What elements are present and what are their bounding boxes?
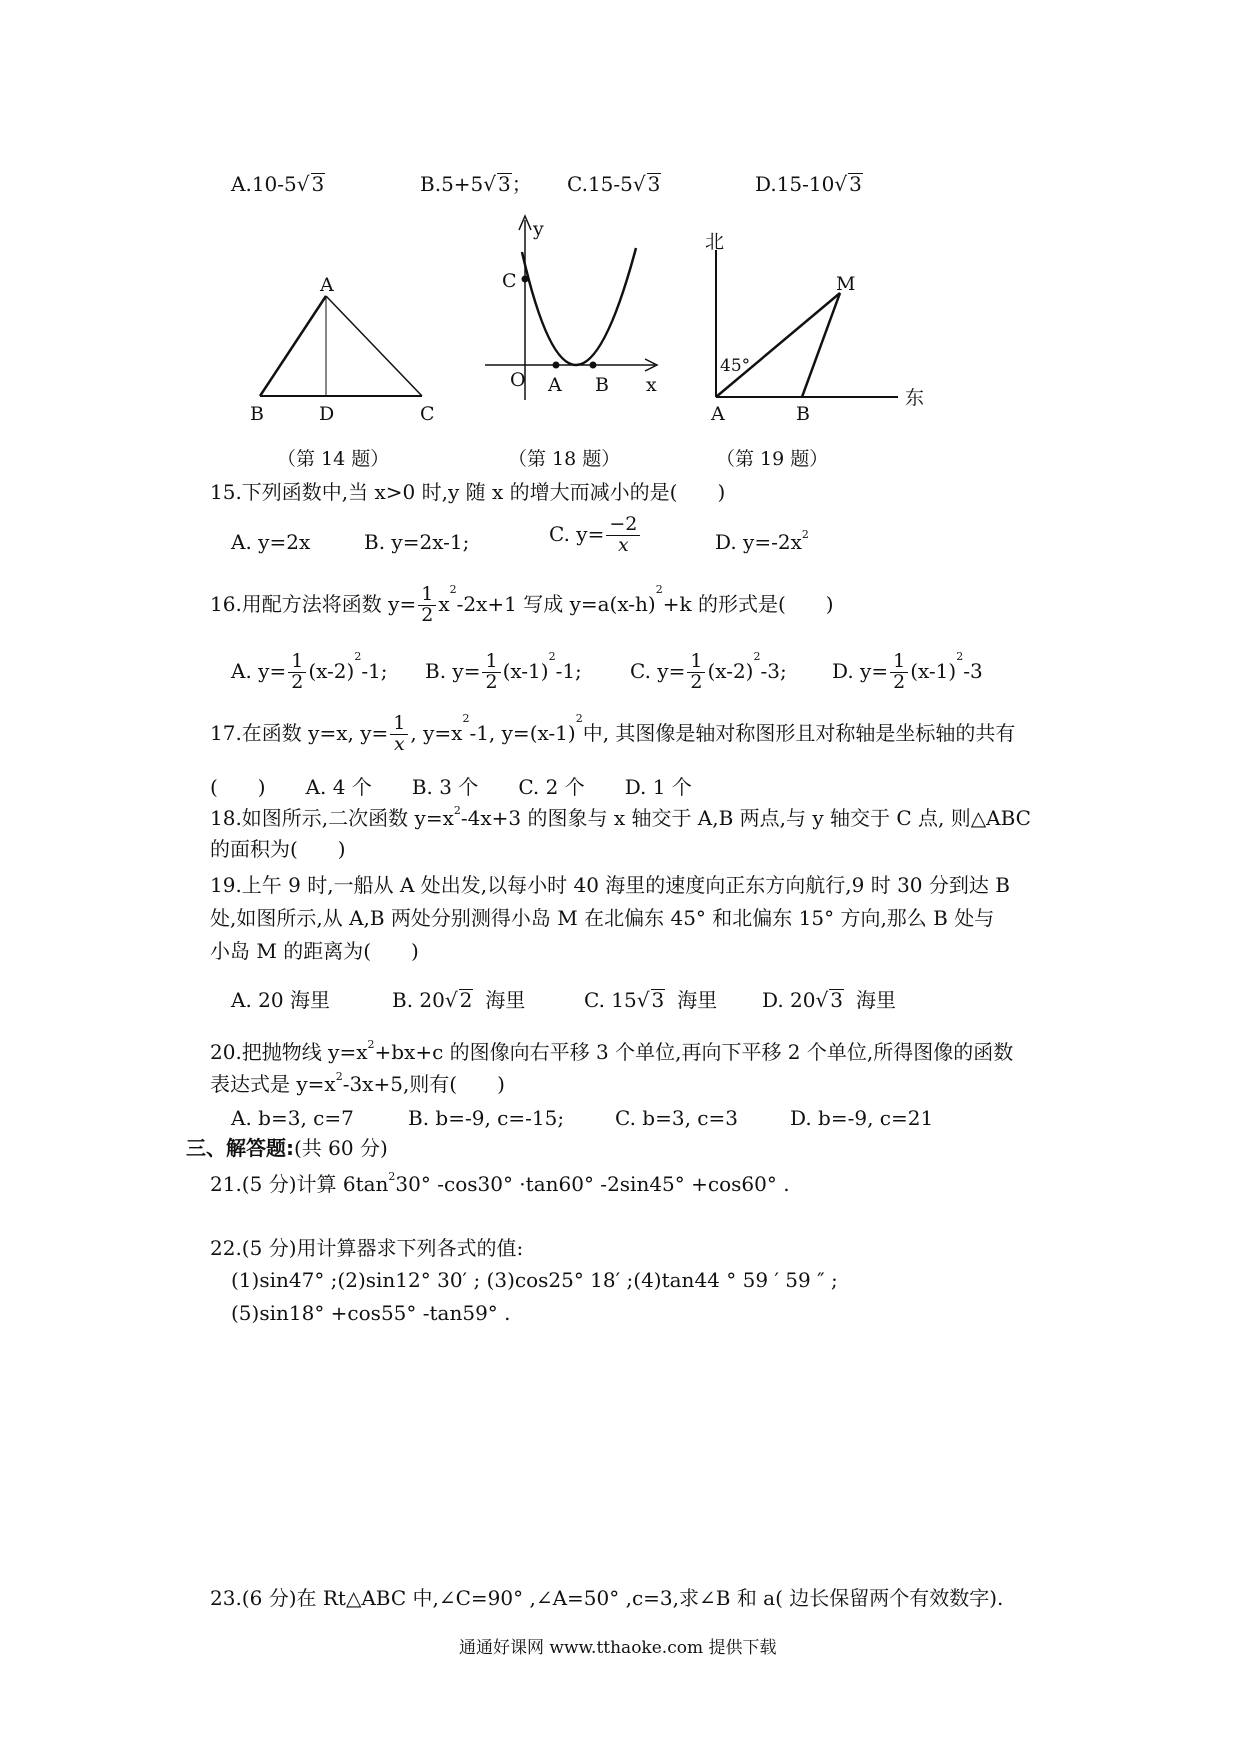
fig14-caption: （第 14 题） bbox=[277, 448, 390, 470]
fraction: $\frac{1}{2}$ bbox=[890, 652, 908, 693]
fig19-caption: （第 19 题） bbox=[716, 448, 829, 470]
fig14-label-a: A bbox=[320, 274, 334, 296]
q16-option-d: D. y= $\frac{1}{2}$ $(x-1)^2-3$ bbox=[832, 650, 983, 693]
q14-option-a: A.10-5√ 3 bbox=[231, 172, 325, 196]
q17-stem: 17.在函数 y=x, y= $\frac{1}{x}$ , $y=x^2-1$, $y=(x-1)^2$中, 其图像是轴对称图形且对称轴是坐标轴的共有 bbox=[210, 712, 1016, 755]
sqrt-symbol: √ bbox=[636, 988, 650, 1012]
q16-option-b: B. y= $\frac{1}{2}$ $(x-1)^2-1$; bbox=[425, 650, 582, 693]
sqrt-symbol: √ bbox=[815, 988, 829, 1012]
fraction: $\frac{1}{2}$ bbox=[418, 585, 436, 626]
fig18-label-x: x bbox=[646, 374, 657, 396]
q20-option-b: B. b=-9, c=-15; bbox=[408, 1106, 565, 1130]
fig14-label-d: D bbox=[319, 403, 335, 425]
q15-option-c: C. y= $\frac{-2}{x}$ bbox=[549, 515, 642, 556]
fig14-label-c: C bbox=[420, 403, 435, 425]
q18-line1: 18.如图所示,二次函数 $y=x^2-4x+3$ 的图象与 x 轴交于 A,B 两点,与 y 轴交于 C 点, 则△ABC bbox=[210, 804, 1031, 830]
q19-option-d: D. 20√ 3 海里 bbox=[762, 988, 896, 1012]
figure-19-bearing bbox=[705, 231, 924, 425]
q20-option-a: A. b=3, c=7 bbox=[231, 1106, 354, 1130]
fig19-label-angle: 45° bbox=[720, 356, 751, 376]
q14-option-b: B.5+5√ 3； bbox=[420, 172, 532, 196]
q19-option-a: A. 20 海里 bbox=[231, 988, 330, 1012]
q23-text: 23.(6 分)在 Rt△ABC 中,∠C=90° ,∠A=50° ,c=3,求∠B 和 a( 边长保留两个有效数字). bbox=[210, 1586, 1004, 1610]
q15-option-a: A. y=2x bbox=[231, 530, 311, 554]
fraction: $\frac{1}{x}$ bbox=[390, 714, 408, 755]
q16-option-a: A. y= $\frac{1}{2}$ $(x-2)^2-1$; bbox=[231, 650, 388, 693]
q21-text: 21.(5 分)计算 $6\tan^230^\circ$ -cos30° ·tan60° -2sin45° +cos60° . bbox=[210, 1170, 790, 1196]
fraction: $\frac{1}{2}$ bbox=[482, 652, 500, 693]
figures-svg bbox=[0, 0, 1240, 460]
q22-stem: 22.(5 分)用计算器求下列各式的值: bbox=[210, 1236, 524, 1260]
figure-18-parabola bbox=[485, 216, 657, 400]
fraction: $\frac{1}{2}$ bbox=[687, 652, 705, 693]
fig18-label-o: O bbox=[510, 369, 526, 391]
fraction: $\frac{1}{2}$ bbox=[288, 652, 306, 693]
fig18-label-y: y bbox=[533, 218, 544, 240]
fig19-label-a: A bbox=[711, 403, 725, 425]
q14-option-d: D.15-10√ 3 bbox=[755, 172, 862, 196]
q15-stem: 15.下列函数中,当 x>0 时,y 随 x 的增大而减小的是( ) bbox=[210, 480, 726, 504]
sqrt-symbol: √ bbox=[444, 988, 458, 1012]
fig18-label-b: B bbox=[595, 374, 609, 396]
fraction: $\frac{-2}{x}$ bbox=[606, 515, 640, 556]
q19-line2: 处,如图所示,从 A,B 两处分别测得小岛 M 在北偏东 45° 和北偏东 15° 方向,那么 B 处与 bbox=[210, 906, 995, 930]
fig19-label-north: 北 bbox=[705, 231, 725, 253]
fig18-label-a: A bbox=[548, 374, 562, 396]
q20-line1: 20.把抛物线 $y=x^2+bx+c$ 的图像向右平移 3 个单位,再向下平移 2 个单位,所得图像的函数 bbox=[210, 1038, 1014, 1064]
q19-line3: 小岛 M 的距离为( ) bbox=[210, 939, 419, 963]
q19-option-b: B. 20√ 2 海里 bbox=[392, 988, 526, 1012]
fig18-label-c: C bbox=[502, 270, 517, 292]
figure-14-triangle bbox=[250, 274, 435, 425]
fig14-label-b: B bbox=[250, 403, 264, 425]
section-3-heading: 三、解答题:(共 60 分) bbox=[186, 1136, 388, 1160]
sqrt-symbol: √ bbox=[834, 172, 848, 196]
q18-line2: 的面积为( ) bbox=[210, 837, 346, 861]
q14-option-c: C.15-5√ 3 bbox=[567, 172, 661, 196]
q15-option-b: B. y=2x-1; bbox=[364, 530, 470, 554]
sqrt-symbol: √ bbox=[632, 172, 646, 196]
fig19-label-east: 东 bbox=[905, 387, 925, 409]
q19-line1: 19.上午 9 时,一船从 A 处出发,以每小时 40 海里的速度向正东方向航行,9 时 30 分到达 B bbox=[210, 873, 1010, 897]
q15-option-d: D. $y=-2x^2$ bbox=[715, 528, 809, 554]
fig19-label-b: B bbox=[796, 403, 810, 425]
page-footer: 通通好课网 www.tthaoke.com 提供下载 bbox=[459, 1638, 777, 1658]
q20-option-d: D. b=-9, c=21 bbox=[790, 1106, 934, 1130]
sqrt-symbol: √ bbox=[296, 172, 310, 196]
q22-line2: (5)sin18° +cos55° -tan59° . bbox=[231, 1301, 511, 1325]
q22-line1: (1)sin47° ;(2)sin12° 30′ ; (3)cos25° 18′ ;(4)tan44 ° 59 ′ 59 ″ ; bbox=[231, 1268, 838, 1292]
q20-line2: 表达式是 $y=x^2-3x+5$,则有( ) bbox=[210, 1070, 505, 1096]
q16-option-c: C. y= $\frac{1}{2}$ $(x-2)^2-3$; bbox=[630, 650, 787, 693]
q19-option-c: C. 15√ 3 海里 bbox=[584, 988, 718, 1012]
q17-options: ( ) A. 4 个 B. 3 个 C. 2 个 D. 1 个 bbox=[210, 775, 692, 799]
q20-option-c: C. b=3, c=3 bbox=[615, 1106, 738, 1130]
q16-stem: 16.用配方法将函数 y= $\frac{1}{2}$ $x^2-2x+1$ 写成 $y=a(x-h)^2+k$ 的形式是( ) bbox=[210, 583, 834, 626]
fig18-caption: （第 18 题） bbox=[508, 448, 621, 470]
sqrt-symbol: √ bbox=[483, 172, 497, 196]
fig19-label-m: M bbox=[836, 273, 856, 295]
